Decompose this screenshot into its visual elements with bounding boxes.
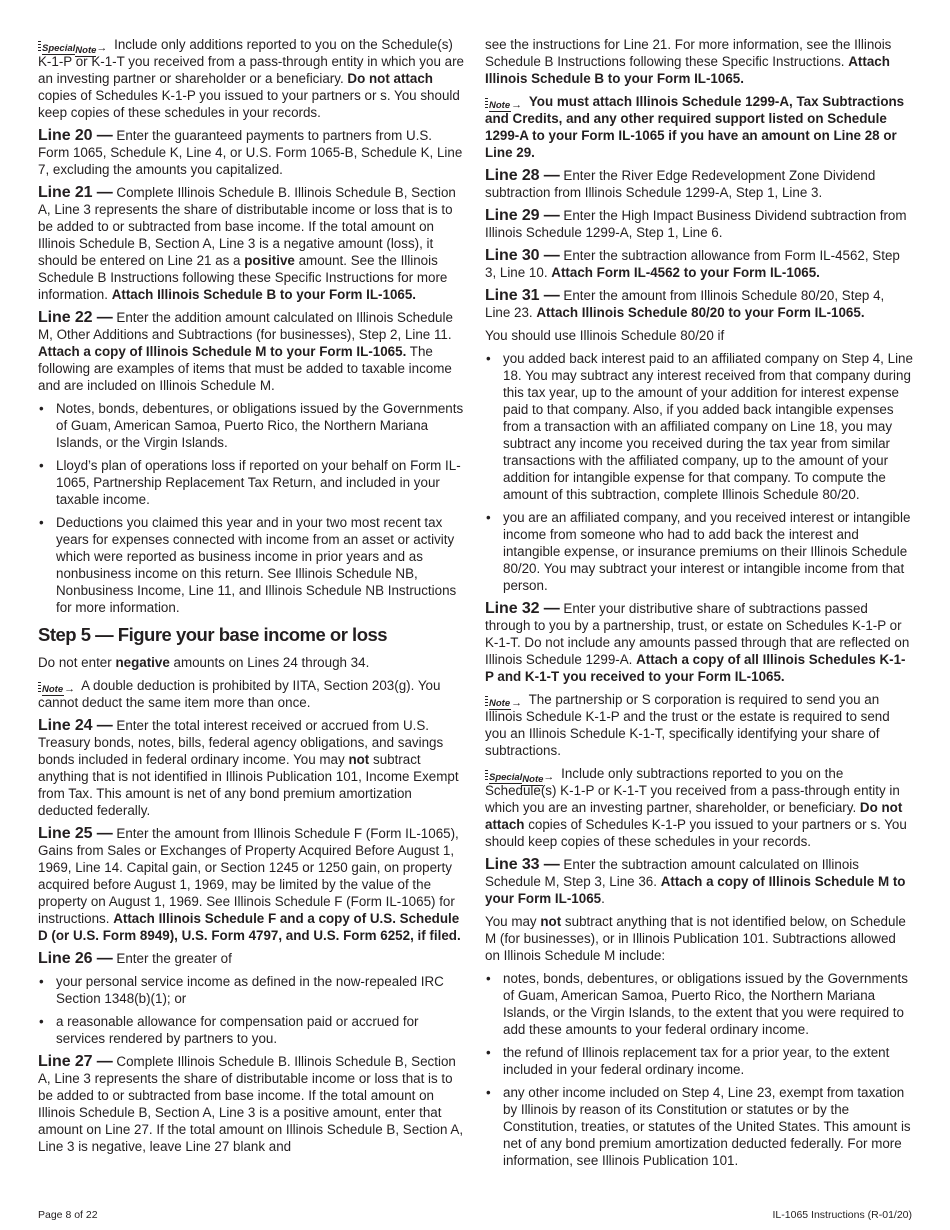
list-item: • any other income included on Step 4, Line 23, exempt from taxation by Illinois by reason of its Constitution or statutes or by the Constitution, treaties, or statutes of the United States. This amount is net of any bond premium amortization deducted federally. For more information, see Illinois Publication 101. xyxy=(486,1085,911,1168)
line-22-bullet-list xyxy=(38,400,466,616)
note-partnership: Note→ The partnership or S corporation is required to send you an Illinois Schedule K-1-P and the trust or the estate is required to send you an Illinois Schedule K-1-T, specifically identifying your share of subtractions. xyxy=(485,692,890,758)
bullet: • xyxy=(39,401,44,416)
line-31-paragraph: Line 31 — Enter the amount from Illinois Schedule 80/20, Step 4, Line 23. Attach Illinois Schedule 80/20 to your Form IL-1065. xyxy=(485,287,885,320)
line-28-paragraph: Line 28 — Enter the River Edge Redevelopment Zone Dividend subtraction from Illinois Schedule 1299-A, Step 1, Line 3. xyxy=(485,167,876,200)
line-24-paragraph: Line 24 — Enter the total interest received or accrued from U.S. Treasury bonds, notes, bills, federal agency obligations, and savings bonds included in federal ordinary income. You may not subtract anything that is not identified in Illinois Publication 101, Income Exempt from Tax. This amount is net of any bond premium amortization deducted federally. xyxy=(38,717,459,818)
bullet: • xyxy=(486,971,491,986)
list-item: • the refund of Illinois replacement tax for a prior year, to the extent included in your federal ordinary income. xyxy=(486,1045,890,1077)
note-double-deduction: Note→ A double deduction is prohibited by IITA, Section 203(g). You cannot deduct the same item more than once. xyxy=(38,678,441,710)
line-22-label: Line 22 — xyxy=(38,309,113,326)
list-item: • a reasonable allowance for compensation paid or accrued for services rendered by partners to you. xyxy=(39,1014,419,1046)
line-31-label: Line 31 — xyxy=(485,287,560,304)
line-25-paragraph: Line 25 — Enter the amount from Illinois Schedule F (Form IL-1065), Gains from Sales or Exchanges of Property Acquired Before August 1, 1969, Line 14. Capital gain, or Section 1245 or 1250 gain, on property acquired before August 1, 1969, may be limited by the value of the property on August 1, 1969. See Illinois Schedule F (Form IL-1065) for instructions. Attach Illinois Schedule F and a copy of U.S. Schedule D (or U.S. Form 8949), U.S. Form 4797, and U.S. Form 6252, if filed. xyxy=(38,825,461,943)
step-5-intro: Do not enter negative amounts on Lines 24 through 34. xyxy=(38,655,370,670)
special-note-subtractions: SpecialNote→ Include only subtractions reported to you on the Schedule(s) K-1-P or K-1-T you received from a pass-through entity in which you are an investing partner, shareholder, or beneficiary. Do not attach copies of Schedules K-1-P you issued to your partners or s. You should keep copies of these schedules in your records. xyxy=(485,766,907,849)
line-33-label: Line 33 — xyxy=(485,856,560,873)
line-30-paragraph: Line 30 — Enter the subtraction allowance from Form IL-4562, Step 3, Line 10. Attach Form IL-4562 to your Form IL-1065. xyxy=(485,247,900,280)
note-badge-icon: Note→ xyxy=(38,682,75,694)
line-33-paragraph: Line 33 — Enter the subtraction amount calculated on Illinois Schedule M, Step 3, Line 36. Attach a copy of Illinois Schedule M to your Form IL-1065. xyxy=(485,856,906,906)
note-badge-icon: Note→ xyxy=(485,696,522,708)
form-identifier: IL-1065 Instructions (R-01/20) xyxy=(772,1209,912,1221)
line-21-paragraph: Line 21 — Complete Illinois Schedule B. Illinois Schedule B, Section A, Line 3 represents the share of distributable income or loss that is to be added to or subtracted from base income. If the total amount on Illinois Schedule B, Section A, Line 3 is a negative amount (loss), it should be entered on Line 21 as a positive amount. See the Illinois Schedule B Instructions following these Specific Instructions for more information. Attach Illinois Schedule B to your Form IL-1065. xyxy=(38,184,456,302)
note-schedule-1299a: Note→ You must attach Illinois Schedule 1299-A, Tax Subtractions and Credits, and any other required support listed on Schedule 1299-A to your Form IL-1065 if you have an amount on Line 28 or Line 29. xyxy=(485,94,905,160)
list-item: • you added back interest paid to an affiliated company on Step 4, Line 18. You may subtract any interest received from that company during this tax year, up to the amount of your addition for interest expense paid to that company. Also, if you added back intangible expenses from a transaction with an affiliated company on Line 18, you may subtract any income you received during the tax year from similar transactions with the affiliated company, up to the amount of your addition for intangible expense for that company. To compute the amount of this subtraction, complete Illinois Schedule 80/20. xyxy=(486,351,913,502)
bullet: • xyxy=(486,1045,491,1060)
line-32-paragraph: Line 32 — Enter your distributive share of subtractions passed through to you by a partnership, trust, or estate on Schedules K-1-P or K-1-T. Do not include any amounts passed through that are reflected on Illinois Schedule 1299-A. Attach a copy of all Illinois Schedules K-1-P and K-1-T you received to your Form IL-1065. xyxy=(485,600,910,684)
may-not-subtract: You may not subtract anything that is not identified below, on Schedule M (for businesses), or in Illinois Publication 101. Subtractions allowed on Illinois Schedule M include: xyxy=(485,914,906,963)
special-note-additions: SpecialNote→ Include only additions reported to you on the Schedule(s) K-1-P or K-1-T you received from a pass-through entity in which you are an investing partner or shareholder or a beneficiary. Do not attach copies of Schedules K-1-P you issued to your partners or s. You should keep copies of these schedules in your records. xyxy=(38,37,464,120)
line-21-label: Line 21 — xyxy=(38,184,113,201)
list-item: • notes, bonds, debentures, or obligations issued by the Governments of Guam, American Samoa, Puerto Rico, the Northern Mariana Islands, or the Virgin Islands, to the extent that you were required to add these amounts to your federal ordinary income. xyxy=(486,971,908,1037)
list-item: • your personal service income as defined in the now-repealed IRC Section 1348(b)(1); or xyxy=(39,974,444,1006)
list-item: • you are an affiliated company, and you received interest or intangible income from someone who had to add back the interest and intangible expense, or insurance premiums on their Illinois Schedule 80/20. You may subtract your interest or intangible income from that person. xyxy=(486,510,911,593)
line-27-continuation: see the instructions for Line 21. For more information, see the Illinois Schedule B Instructions following these Specific Instructions. Attach Illinois Schedule B to your Form IL-1065. xyxy=(485,37,892,86)
line-27-paragraph: Line 27 — Complete Illinois Schedule B. Illinois Schedule B, Section A, Line 3 represents the share of distributable income or loss that is to be added to or subtracted from base income. If the total amount on Illinois Schedule B, Section A, Line 3 is a positive amount, enter that amount on Line 27. If the total amount on Illinois Schedule B, Section A, Line 3 is negative, leave Line 27 blank and xyxy=(38,1053,464,1154)
line-27-label: Line 27 — xyxy=(38,1053,113,1070)
note-badge-icon: Note→ xyxy=(485,98,522,110)
line-24-label: Line 24 — xyxy=(38,717,113,734)
line-29-paragraph: Line 29 — Enter the High Impact Business Dividend subtraction from Illinois Schedule 1299-A, Step 1, Line 6. xyxy=(485,207,907,240)
bullet: • xyxy=(39,458,44,473)
bullet: • xyxy=(486,351,491,366)
special-note-badge-icon: SpecialNote→ xyxy=(38,41,107,53)
line-31-bullet-list xyxy=(485,350,913,594)
list-item: • Lloyd’s plan of operations loss if reported on your behalf on Form IL-1065, Partnership Replacement Tax Return, and included in your taxable income. xyxy=(39,458,461,507)
line-20-label: Line 20 — xyxy=(38,127,113,144)
line-26-paragraph: Line 26 — Enter the greater of xyxy=(38,950,232,967)
bullet: • xyxy=(39,974,44,989)
line-30-label: Line 30 — xyxy=(485,247,560,264)
line-20-paragraph: Line 20 — Enter the guaranteed payments to partners from U.S. Form 1065, Schedule K, Line 4, or U.S. Form 1065-B, Schedule K, Line 7, excluding the amounts you capitalized. xyxy=(38,127,463,177)
right-column xyxy=(485,36,913,1175)
step-5-heading: Step 5 — Figure your base income or loss xyxy=(38,624,388,645)
special-note-badge-icon: SpecialNote→ xyxy=(485,770,554,782)
list-item: • Notes, bonds, debentures, or obligations issued by the Governments of Guam, American Samoa, Puerto Rico, the Northern Mariana Islands, or the Virgin Islands. xyxy=(39,401,464,450)
line-25-label: Line 25 — xyxy=(38,825,113,842)
line-22-paragraph: Line 22 — Enter the addition amount calculated on Illinois Schedule M, Other Additions and Subtractions (for businesses), Step 2, Line 11. Attach a copy of Illinois Schedule M to your Form IL-1065. The following are examples of items that must be added to taxable income and are included on Illinois Schedule M. xyxy=(38,309,453,393)
line-29-label: Line 29 — xyxy=(485,207,560,224)
list-item: • Deductions you claimed this year and in your two most recent tax years for expenses connected with income from an asset or activity which were reported as business income in prior years and as nonbusiness income on this return. See Illinois Schedule NB, Nonbusiness Income, Line 11, and Illinois Schedule NB Instructions for more information. xyxy=(39,515,457,615)
left-column xyxy=(38,36,466,1161)
line-26-bullet-list xyxy=(38,973,466,1047)
bullet: • xyxy=(39,1014,44,1029)
line-28-label: Line 28 — xyxy=(485,167,560,184)
bullet: • xyxy=(486,1085,491,1100)
line-33-bullet-list xyxy=(485,970,913,1169)
bullet: • xyxy=(39,515,44,530)
bullet: • xyxy=(486,510,491,525)
line-32-label: Line 32 — xyxy=(485,600,560,617)
schedule-8020-intro: You should use Illinois Schedule 80/20 if xyxy=(485,328,725,343)
page-number: Page 8 of 22 xyxy=(38,1209,98,1221)
line-26-label: Line 26 — xyxy=(38,950,113,967)
